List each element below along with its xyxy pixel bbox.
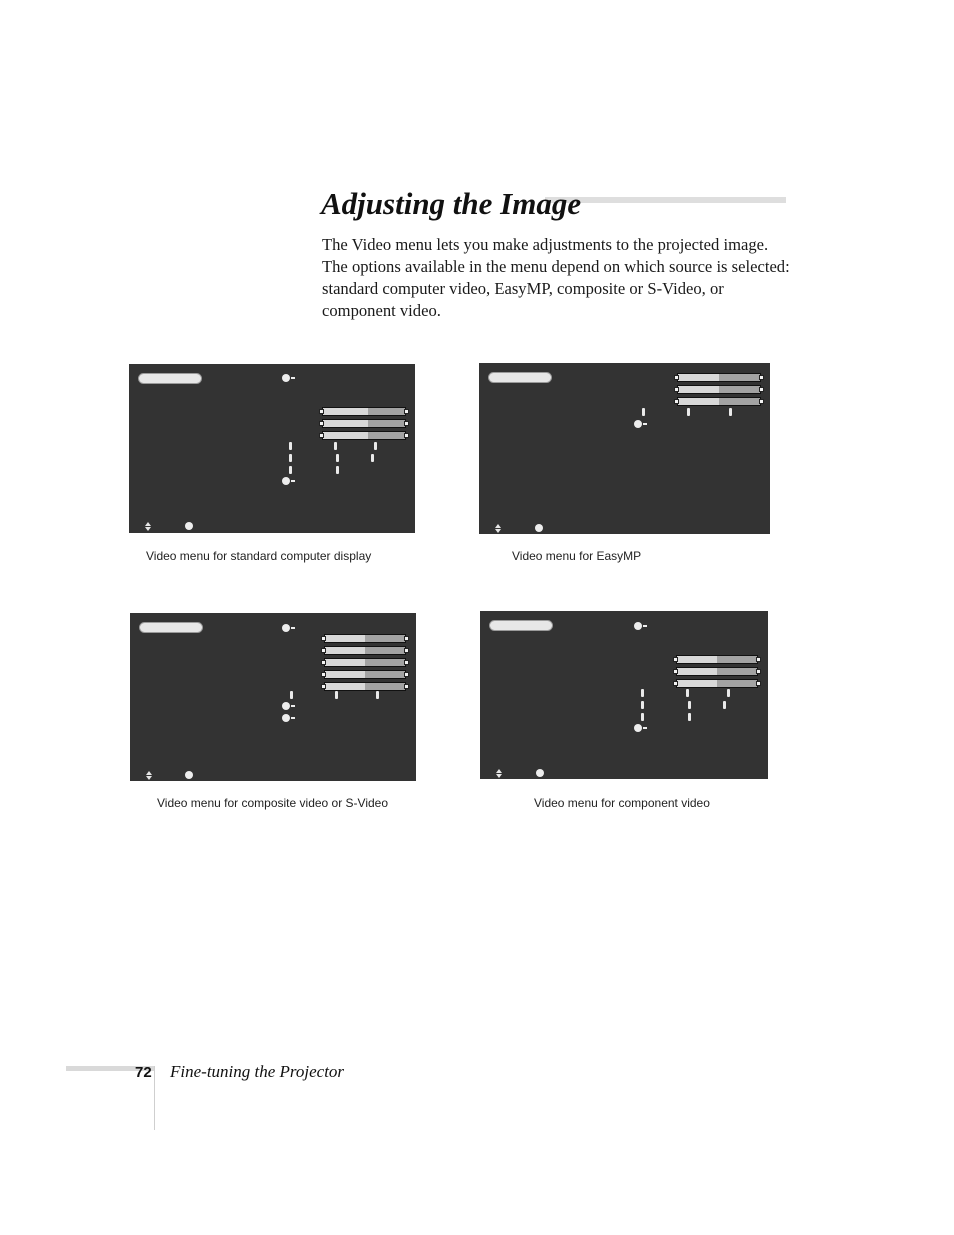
up-down-arrow-icon — [495, 524, 502, 533]
enter-icon — [634, 622, 648, 630]
radio-marker — [729, 408, 732, 416]
slider — [322, 407, 406, 416]
slider-fill — [368, 432, 405, 439]
slider-fill — [365, 659, 405, 666]
radio-marker — [289, 454, 292, 462]
slider — [676, 655, 758, 664]
enter-icon — [282, 702, 296, 710]
slider — [322, 431, 406, 440]
radio-marker — [335, 691, 338, 699]
video-menu-screenshot-component — [480, 611, 768, 779]
slider-fill — [719, 398, 760, 405]
radio-marker — [642, 408, 645, 416]
enter-icon — [634, 724, 648, 732]
slider-fill — [365, 635, 405, 642]
radio-marker — [334, 442, 337, 450]
slider — [677, 397, 761, 406]
slider-fill — [717, 668, 757, 675]
screenshot-caption: Video menu for EasyMP — [512, 549, 642, 563]
radio-marker — [290, 691, 293, 699]
slider-fill — [365, 683, 405, 690]
slider — [324, 658, 406, 667]
up-down-arrow-icon — [145, 522, 152, 531]
slider — [324, 634, 406, 643]
slider — [677, 373, 761, 382]
slider-fill — [368, 408, 405, 415]
slider — [677, 385, 761, 394]
radio-marker — [688, 701, 691, 709]
up-down-arrow-icon — [496, 769, 503, 778]
radio-marker — [289, 466, 292, 474]
up-down-arrow-icon — [146, 771, 153, 780]
slider — [324, 646, 406, 655]
radio-marker — [727, 689, 730, 697]
slider — [676, 679, 758, 688]
page-number: 72 — [135, 1064, 152, 1081]
enter-icon — [535, 524, 549, 532]
enter-icon — [634, 420, 648, 428]
radio-marker — [336, 454, 339, 462]
slider-fill — [717, 680, 757, 687]
enter-icon — [282, 624, 296, 632]
radio-marker — [688, 713, 691, 721]
page-title: Adjusting the Image — [321, 186, 582, 221]
radio-marker — [686, 689, 689, 697]
radio-marker — [371, 454, 374, 462]
intro-paragraph: The Video menu lets you make adjustments to the projected image. The options available in the menu depend on which source is selected: standard computer video, EasyMP, composite or S-Video, or component video. — [322, 235, 790, 320]
radio-marker — [723, 701, 726, 709]
slider-fill — [719, 374, 760, 381]
screenshot-caption: Video menu for component video — [534, 796, 710, 810]
slider-fill — [719, 386, 760, 393]
footer-divider — [154, 1066, 155, 1130]
video-menu-screenshot-easymp — [479, 363, 770, 534]
title-rule — [545, 197, 786, 203]
video-menu-screenshot-computer — [129, 364, 415, 533]
radio-marker — [641, 689, 644, 697]
radio-marker — [289, 442, 292, 450]
slider-fill — [368, 420, 405, 427]
radio-marker — [641, 701, 644, 709]
slider — [676, 667, 758, 676]
enter-icon — [282, 714, 296, 722]
slider-fill — [717, 656, 757, 663]
enter-icon — [282, 374, 296, 382]
slider-fill — [365, 671, 405, 678]
enter-icon — [185, 522, 199, 530]
menu-tab-video — [138, 373, 202, 384]
menu-tab-video — [139, 622, 203, 633]
menu-tab-video — [489, 620, 553, 631]
section-name: Fine-tuning the Projector — [170, 1062, 345, 1081]
slider — [324, 670, 406, 679]
screenshot-caption: Video menu for composite video or S-Video — [157, 796, 389, 810]
radio-marker — [336, 466, 339, 474]
radio-marker — [374, 442, 377, 450]
slider — [324, 682, 406, 691]
slider — [322, 419, 406, 428]
enter-icon — [185, 771, 199, 779]
video-menu-screenshot-composite — [130, 613, 416, 781]
radio-marker — [687, 408, 690, 416]
slider-fill — [365, 647, 405, 654]
radio-marker — [376, 691, 379, 699]
enter-icon — [282, 477, 296, 485]
enter-icon — [536, 769, 550, 777]
screenshot-caption: Video menu for standard computer display — [146, 549, 372, 563]
radio-marker — [641, 713, 644, 721]
menu-tab-video — [488, 372, 552, 383]
